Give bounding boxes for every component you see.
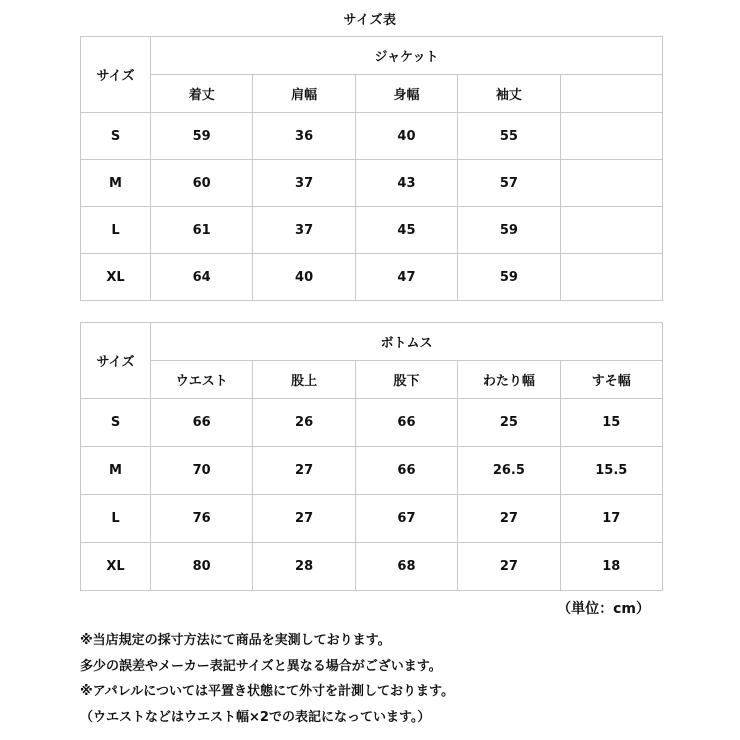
value-cell: 43 — [355, 160, 457, 207]
value-cell: 27 — [253, 447, 355, 495]
value-cell — [560, 207, 662, 254]
column-header: 袖丈 — [458, 75, 560, 113]
value-cell: 45 — [355, 207, 457, 254]
value-cell: 55 — [458, 113, 560, 160]
group-header: ボトムス — [151, 323, 663, 361]
size-cell: L — [81, 495, 151, 543]
notes — [80, 628, 720, 730]
table-row — [81, 113, 663, 160]
value-cell: 27 — [458, 495, 560, 543]
note-line: ※アパレルについては平置き状態にて外寸を計測しております。 — [80, 684, 454, 699]
page-title: サイズ表 — [343, 13, 397, 28]
value-cell: 26 — [253, 399, 355, 447]
size-cell: S — [81, 113, 151, 160]
size-cell: XL — [81, 543, 151, 591]
value-cell: 26.5 — [458, 447, 560, 495]
value-cell: 40 — [253, 254, 355, 301]
value-cell: 70 — [151, 447, 253, 495]
column-header: 股上 — [253, 361, 355, 399]
note-line: （ウエストなどはウエスト幅×2での表記になっています。） — [80, 709, 431, 725]
table-row — [81, 447, 663, 495]
table-row — [81, 254, 663, 301]
value-cell: 27 — [458, 543, 560, 591]
column-header: 着丈 — [151, 75, 253, 113]
value-cell: 17 — [560, 495, 662, 543]
column-header: ウエスト — [151, 361, 253, 399]
column-header: わたり幅 — [458, 361, 560, 399]
value-cell: 18 — [560, 543, 662, 591]
column-header: すそ幅 — [560, 361, 662, 399]
value-cell: 68 — [355, 543, 457, 591]
value-cell: 57 — [458, 160, 560, 207]
table-row — [81, 543, 663, 591]
group-header: ジャケット — [151, 37, 663, 75]
value-cell: 25 — [458, 399, 560, 447]
value-cell: 47 — [355, 254, 457, 301]
value-cell: 61 — [151, 207, 253, 254]
value-cell: 15.5 — [560, 447, 662, 495]
table-row — [81, 207, 663, 254]
value-cell: 15 — [560, 399, 662, 447]
size-header: サイズ — [81, 323, 151, 399]
value-cell: 64 — [151, 254, 253, 301]
value-cell: 66 — [355, 399, 457, 447]
value-cell: 59 — [458, 207, 560, 254]
column-header — [560, 75, 662, 113]
value-cell — [560, 113, 662, 160]
value-cell: 37 — [253, 160, 355, 207]
column-header: 身幅 — [355, 75, 457, 113]
size-cell: M — [81, 447, 151, 495]
size-cell: M — [81, 160, 151, 207]
value-cell: 80 — [151, 543, 253, 591]
value-cell: 67 — [355, 495, 457, 543]
value-cell: 36 — [253, 113, 355, 160]
value-cell: 37 — [253, 207, 355, 254]
value-cell: 59 — [151, 113, 253, 160]
note-line: ※当店規定の採寸方法にて商品を実測しております。 — [80, 633, 391, 648]
size-cell: L — [81, 207, 151, 254]
value-cell: 40 — [355, 113, 457, 160]
table-row — [81, 495, 663, 543]
table-row — [81, 160, 663, 207]
table-row — [81, 399, 663, 447]
value-cell: 66 — [151, 399, 253, 447]
value-cell: 27 — [253, 495, 355, 543]
column-header: 股下 — [355, 361, 457, 399]
bottoms-size-table — [80, 322, 663, 591]
note-line: 多少の誤差やメーカー表記サイズと異なる場合がございます。 — [80, 658, 442, 674]
size-cell: S — [81, 399, 151, 447]
value-cell: 66 — [355, 447, 457, 495]
value-cell — [560, 160, 662, 207]
value-cell: 59 — [458, 254, 560, 301]
column-header: 肩幅 — [253, 75, 355, 113]
value-cell: 28 — [253, 543, 355, 591]
size-cell: XL — [81, 254, 151, 301]
jacket-size-table — [80, 36, 663, 301]
size-header: サイズ — [81, 37, 151, 113]
unit-note: （単位：cm） — [557, 601, 650, 617]
value-cell: 60 — [151, 160, 253, 207]
value-cell — [560, 254, 662, 301]
value-cell: 76 — [151, 495, 253, 543]
